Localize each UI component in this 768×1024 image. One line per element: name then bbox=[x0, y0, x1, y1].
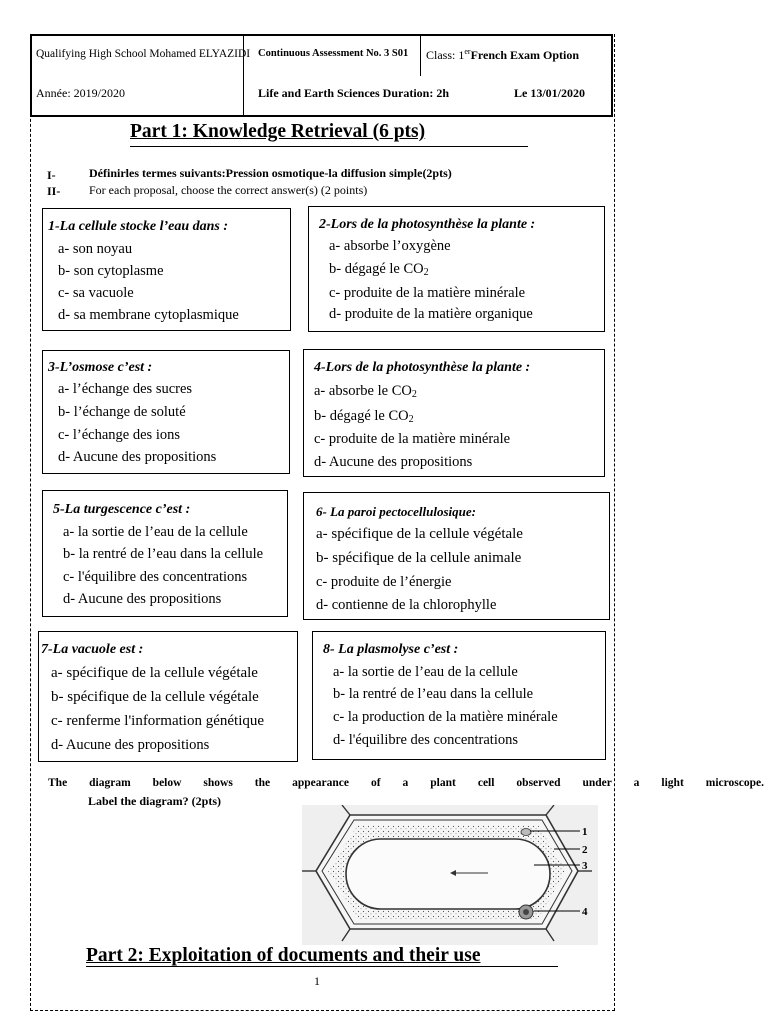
assessment-title: Continuous Assessment No. 3 S01 bbox=[258, 48, 409, 59]
question-3-option-d[interactable]: d- Aucune des propositions bbox=[58, 449, 217, 465]
diagram-label-4: 4 bbox=[582, 906, 588, 918]
question-6-option-d[interactable]: d- contienne de la chlorophylle bbox=[316, 597, 497, 613]
question-8-option-c[interactable]: c- la production de la matière minérale bbox=[333, 709, 558, 725]
question-4-option-b[interactable]: b- dégagé le $CO_2$ bbox=[314, 408, 414, 425]
diagram-question: Label the diagram? (2pts) bbox=[88, 794, 221, 808]
question-3-title: 3-L’osmose c’est : bbox=[48, 360, 153, 375]
diagram-label-1: 1 bbox=[582, 826, 588, 838]
question-2-box bbox=[308, 206, 605, 332]
chloroplast bbox=[521, 829, 531, 836]
diagram-label-2: 2 bbox=[582, 844, 588, 856]
question-4-option-a[interactable]: a- absorbe le $CO_2$ bbox=[314, 383, 417, 400]
school-name: Qualifying High School Mohamed ELYAZIDI bbox=[36, 48, 251, 60]
question-7-option-d[interactable]: d- Aucune des propositions bbox=[51, 737, 210, 753]
subject-duration: Life and Earth Sciences Duration: 2h bbox=[258, 86, 450, 100]
question-1-option-b[interactable]: b- son cytoplasme bbox=[58, 263, 164, 279]
question-3-box bbox=[42, 350, 290, 474]
question-5-option-d[interactable]: d- Aucune des propositions bbox=[63, 591, 222, 607]
question-5-option-c[interactable]: c- l'équilibre des concentrations bbox=[63, 569, 248, 585]
question-7-option-c[interactable]: c- renferme l'information génétique bbox=[51, 713, 265, 729]
question-7-title: 7-La vacuole est : bbox=[41, 642, 144, 657]
question-4-option-d[interactable]: d- Aucune des propositions bbox=[314, 454, 473, 470]
question-8-option-d[interactable]: d- l'équilibre des concentrations bbox=[333, 732, 519, 748]
exam-header bbox=[30, 34, 613, 117]
question-8-box bbox=[312, 631, 606, 760]
question-2-option-d[interactable]: d- produite de la matière organique bbox=[329, 306, 533, 322]
plant-cell-diagram bbox=[302, 805, 598, 945]
question-1-option-c[interactable]: c- sa vacuole bbox=[58, 285, 134, 301]
question-2-title: 2-Lors de la photosynthèse la plante : bbox=[319, 217, 536, 232]
question-2-option-c[interactable]: c- produite de la matière minérale bbox=[329, 285, 526, 301]
question-6-option-c[interactable]: c- produite de l’énergie bbox=[316, 574, 452, 590]
diagram-instruction: The diagram below shows the appearance of a plant cell observed under a light microscope. bbox=[48, 777, 764, 789]
question-5-box bbox=[42, 490, 288, 617]
class-info: Class: 1erFrench Exam Option bbox=[426, 47, 580, 62]
question-4-option-c[interactable]: c- produite de la matière minérale bbox=[314, 431, 511, 447]
question-3-option-c[interactable]: c- l’échange des ions bbox=[58, 427, 180, 443]
item-1-instruction: Définirles termes suivants:Pression osmotique-la diffusion simple(2pts) bbox=[89, 166, 452, 180]
question-7-box bbox=[38, 631, 298, 762]
question-4-title: 4-Lors de la photosynthèse la plante : bbox=[314, 360, 531, 375]
question-6-title: 6- La paroi pectocellulosique: bbox=[316, 504, 476, 519]
question-6-option-b[interactable]: b- spécifique de la cellule animale bbox=[316, 550, 522, 566]
page-number: 1 bbox=[314, 974, 320, 988]
exam-date: Le 13/01/2020 bbox=[514, 86, 585, 100]
question-1-title: 1-La cellule stocke l’eau dans : bbox=[48, 219, 229, 234]
question-5-title: 5-La turgescence c’est : bbox=[53, 502, 191, 517]
diagram-label-3: 3 bbox=[582, 860, 588, 872]
question-1-option-a[interactable]: a- son noyau bbox=[58, 241, 133, 257]
question-8-option-b[interactable]: b- la rentré de l’eau dans la cellule bbox=[333, 686, 534, 702]
question-4-box bbox=[303, 349, 605, 477]
question-2-option-a[interactable]: a- absorbe l’oxygène bbox=[329, 238, 451, 254]
question-1-box bbox=[42, 208, 291, 331]
question-7-option-a[interactable]: a- spécifique de la cellule végétale bbox=[51, 665, 258, 681]
question-7-option-b[interactable]: b- spécifique de la cellule végétale bbox=[51, 689, 259, 705]
vacuole bbox=[346, 839, 550, 909]
item-2-instruction: For each proposal, choose the correct answer(s) (2 points) bbox=[89, 183, 368, 197]
question-8-title: 8- La plasmolyse c’est : bbox=[323, 642, 459, 657]
item-1-number: I- bbox=[47, 168, 56, 182]
question-6-option-a[interactable]: a- spécifique de la cellule végétale bbox=[316, 526, 523, 542]
question-5-option-a[interactable]: a- la sortie de l’eau de la cellule bbox=[63, 524, 248, 540]
item-2-number: II- bbox=[47, 184, 61, 198]
question-6-box bbox=[303, 492, 610, 620]
school-year: Année: 2019/2020 bbox=[36, 86, 125, 100]
question-5-option-b[interactable]: b- la rentré de l’eau dans la cellule bbox=[63, 546, 264, 562]
question-8-option-a[interactable]: a- la sortie de l’eau de la cellule bbox=[333, 664, 518, 680]
part1-title: Part 1: Knowledge Retrieval (6 pts) bbox=[130, 121, 426, 142]
part2-title: Part 2: Exploitation of documents and their use bbox=[86, 945, 481, 966]
question-2-option-b[interactable]: b- dégagé le $CO_2$ bbox=[329, 261, 429, 278]
question-3-option-b[interactable]: b- l’échange de soluté bbox=[58, 404, 186, 420]
question-3-option-a[interactable]: a- l’échange des sucres bbox=[58, 381, 193, 397]
question-1-option-d[interactable]: d- sa membrane cytoplasmique bbox=[58, 307, 239, 323]
